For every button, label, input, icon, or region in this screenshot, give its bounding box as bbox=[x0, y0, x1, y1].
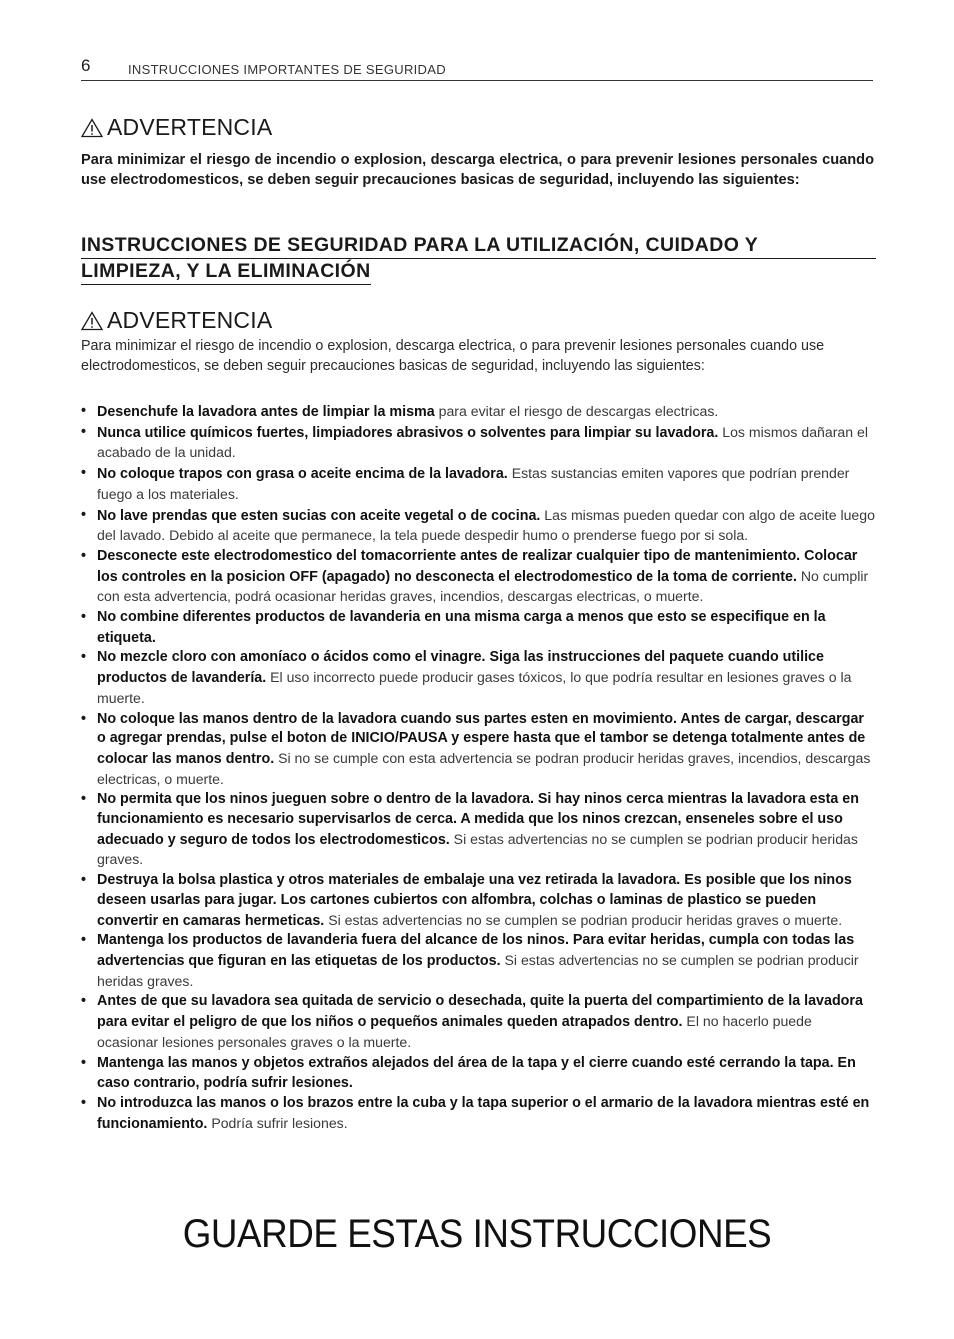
bullet-bold-text: Mantenga las manos y objetos extraños alejados del área de la tapa y el cierre cuando esté cerrando la tapa. En caso contrario, podría sufrir lesiones. bbox=[97, 1054, 856, 1092]
bullet-dot: • bbox=[81, 506, 87, 523]
bullet-dot: • bbox=[81, 872, 87, 889]
bullet-normal-text: Si no se cumple con esta advertencia se podran producir heridas graves, incendios, descargas electricas, o muerte. bbox=[97, 749, 871, 787]
list-item bbox=[81, 790, 875, 871]
bullet-dot: • bbox=[81, 423, 87, 440]
bullet-normal-text: Estas sustancias emiten vapores que podrían prender fuego a los materiales. bbox=[97, 465, 850, 502]
footer-title: GUARDE ESTAS INSTRUCCIONES bbox=[182, 1212, 772, 1256]
bullet-bold-text: Desenchufe la lavadora antes de limpiar la misma bbox=[97, 404, 435, 420]
bullet-normal-text: No cumplir con esta advertencia, podrá ocasionar heridas graves, incendios, descargas electricas, o muerte. bbox=[97, 567, 869, 605]
warning-heading-text: ADVERTENCIA bbox=[107, 114, 273, 140]
list-item bbox=[81, 464, 875, 505]
warning-triangle-icon bbox=[81, 311, 103, 331]
bullet-bold-text: Desconecte este electrodomestico del tomacorriente antes de realizar cualquier tipo de mantenimiento. Colocar los controles en la posicion OFF (apagado) no desconecta el electrodomestico de la toma de corriente. bbox=[97, 547, 858, 585]
list-item bbox=[81, 1054, 875, 1094]
list-item bbox=[81, 992, 875, 1053]
bullet-dot: • bbox=[81, 403, 87, 419]
list-item bbox=[81, 608, 875, 648]
bullet-dot: • bbox=[81, 791, 87, 808]
bullet-bold-text: Nunca utilice químicos fuertes, limpiadores abrasivos o solventes para limpiar su lavadora. bbox=[97, 424, 719, 441]
section-title-line1: INSTRUCCIONES DE SEGURIDAD PARA LA UTILIZACIÓN, CUIDADO Y bbox=[81, 233, 876, 259]
page-number: 6 bbox=[81, 56, 91, 75]
bullet-normal-text: para evitar el riesgo de descargas electricas. bbox=[434, 403, 719, 419]
list-item bbox=[81, 547, 875, 608]
list-item bbox=[81, 402, 875, 423]
list-item bbox=[81, 648, 875, 709]
warning-heading-2 bbox=[81, 307, 272, 334]
list-item bbox=[81, 1094, 875, 1134]
bullet-bold-text: No introduzca las manos o los brazos entre la cuba y la tapa superior o el armario de la lavadora mientras esté en funcionamiento. bbox=[97, 1094, 870, 1132]
bullet-bold-text: No combine diferentes productos de lavanderia en una misma carga a menos que esto se especifique en la etiqueta. bbox=[97, 609, 826, 646]
warning-paragraph-1: Para minimizar el riesgo de incendio o explosion, descarga electrica, o para prevenir lesiones personales cuando use electrodomesticos, se deben seguir precauciones basicas de seguridad, incluyendo las siguientes: bbox=[81, 152, 874, 188]
warning-heading-text: ADVERTENCIA bbox=[107, 307, 273, 333]
bullet-normal-text: Las mismas pueden quedar con algo de aceite luego del lavado. Debido al aceite que permanece, la tela puede despedir humo o prenderse fuego por si sola. bbox=[97, 506, 875, 544]
bullet-normal-text: Los mismos dañaran el acabado de la unidad. bbox=[97, 423, 868, 461]
page-header bbox=[81, 58, 873, 81]
section-title bbox=[81, 233, 876, 285]
bullet-dot: • bbox=[81, 649, 87, 666]
bullet-dot: • bbox=[81, 609, 87, 626]
bullet-bold-text: Antes de que su lavadora sea quitada de servicio o desechada, quite la puerta del compartimiento de la lavadora para evitar el peligro de que los niños o pequeños animales queden atrapados dentro. bbox=[97, 993, 863, 1031]
bullet-normal-text: Podría sufrir lesiones. bbox=[207, 1114, 348, 1131]
warning-heading-1 bbox=[81, 114, 272, 141]
bullet-bold-text: Destruya la bolsa plastica y otros materiales de embalaje una vez retirada la lavadora. Es posible que los ninos deseen usarlas para jugar. Los cartones cubiertos con alfombra, colchas o laminas de plastico se pueden convertir en camaras hermeticas. bbox=[97, 872, 852, 929]
bullet-bold-text: Mantenga los productos de lavanderia fuera del alcance de los ninos. Para evitar heridas, cumpla con todas las advertencias que figuran en las etiquetas de los productos. bbox=[97, 932, 855, 969]
bullet-bold-text: No lave prendas que esten sucias con aceite vegetal o de cocina. bbox=[97, 507, 541, 524]
list-item bbox=[81, 710, 875, 791]
bullet-bold-text: No coloque trapos con grasa o aceite encima de la lavadora. bbox=[97, 466, 508, 483]
bullet-bold-text: No mezcle cloro con amoníaco o ácidos como el vinagre. Siga las instrucciones del paquete cuando utilice productos de lavandería. bbox=[97, 649, 824, 687]
list-item bbox=[81, 871, 875, 931]
header-title: INSTRUCCIONES IMPORTANTES DE SEGURIDAD bbox=[128, 62, 446, 77]
warning-paragraph-2: Para minimizar el riesgo de incendio o explosion, descarga electrica, o para prevenir lesiones personales cuando use electrodomesticos, se deben seguir precauciones basicas de seguridad, incluyendo las siguientes: bbox=[81, 338, 825, 374]
list-item bbox=[81, 506, 875, 547]
bullet-dot: • bbox=[81, 710, 87, 727]
safety-bullet-list bbox=[81, 402, 875, 1134]
bullet-dot: • bbox=[81, 1094, 87, 1111]
warning-triangle-icon bbox=[81, 118, 103, 138]
bullet-dot: • bbox=[81, 1054, 87, 1071]
bullet-bold-text: No permita que los ninos jueguen sobre o dentro de la lavadora. Si hay ninos cerca mientras la lavadora esta en funcionamiento es necesario supervisarlos de cerca. A medida que los ninos crezcan, enseneles sobre el uso adecuado y seguro de todos los electrodomesticos. bbox=[97, 791, 859, 848]
list-item bbox=[81, 423, 875, 464]
bullet-normal-text: El uso incorrecto puede producir gases tóxicos, lo que podría resultar en lesiones graves o la muerte. bbox=[97, 669, 852, 706]
bullet-normal-text: Si estas advertencias no se cumplen se podrian producir heridas graves o muerte. bbox=[324, 911, 843, 928]
bullet-normal-text: Si estas advertencias no se cumplen se podrian producir heridas graves. bbox=[97, 951, 859, 989]
bullet-normal-text: Si estas advertencias no se cumplen se podrian producir heridas graves. bbox=[97, 830, 858, 868]
bullet-dot: • bbox=[81, 932, 87, 949]
bullet-bold-text: No coloque las manos dentro de la lavadora cuando sus partes esten en movimiento. Antes de cargar, descargar o agregar prendas, pulse el boton de INICIO/PAUSA y espere hasta que el tambor se detenga totalmente antes de colocar las manos dentro. bbox=[97, 710, 866, 767]
list-item bbox=[81, 931, 875, 992]
bullet-dot: • bbox=[81, 993, 87, 1010]
bullet-normal-text: El no hacerlo puede ocasionar lesiones personales graves o la muerte. bbox=[97, 1013, 812, 1050]
bullet-dot: • bbox=[81, 547, 87, 564]
section-title-line2: LIMPIEZA, Y LA ELIMINACIÓN bbox=[81, 259, 371, 285]
bullet-dot: • bbox=[81, 465, 87, 482]
